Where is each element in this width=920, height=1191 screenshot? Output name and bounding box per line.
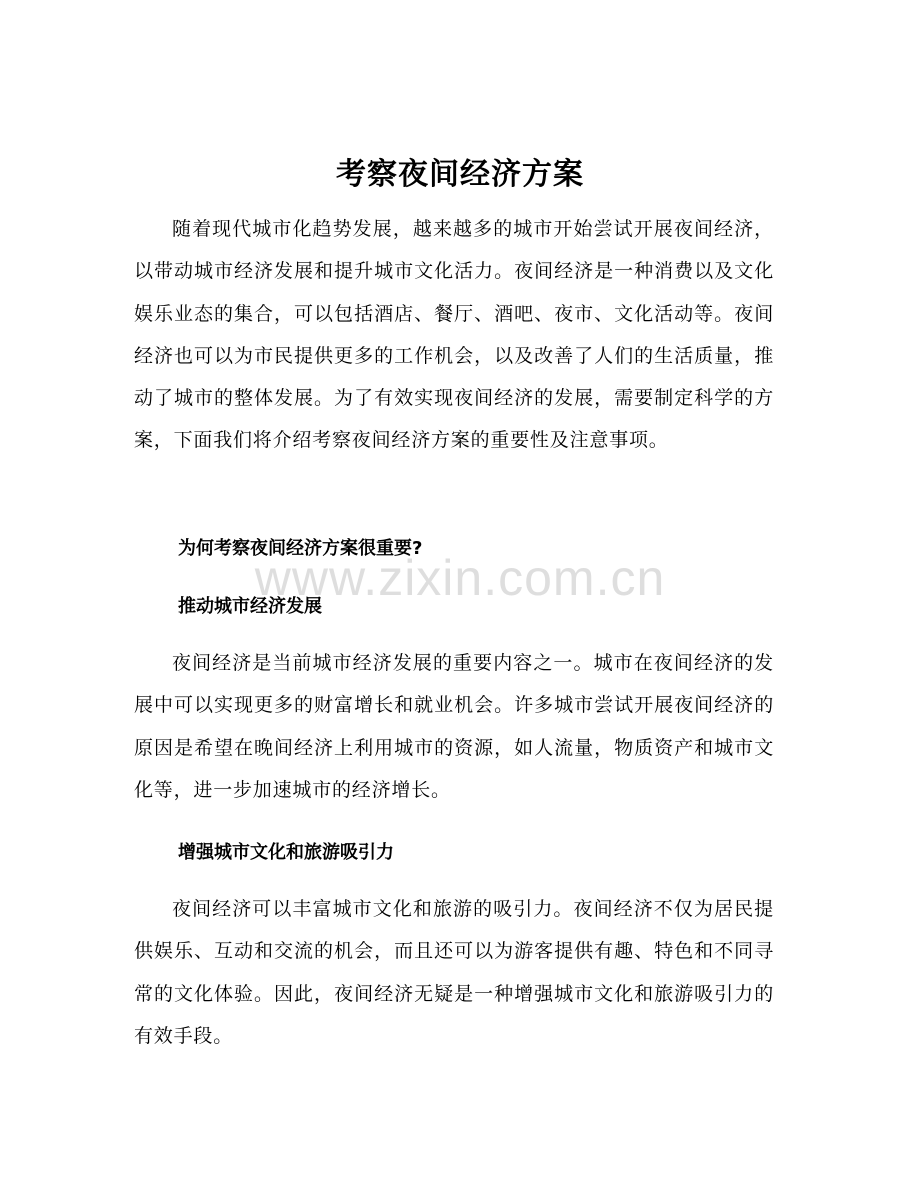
section-heading-culture: 增强城市文化和旅游吸引力 (178, 842, 394, 863)
section-paragraph-economy: 夜间经济是当前城市经济发展的重要内容之一。城市在夜间经济的发展中可以实现更多的财富增长和就业机会。许多城市尝试开展夜间经济的原因是希望在晚间经济上利用城市的资源，如人流量，物质资产和城市文化等，进一步加速城市的经济增长。 (134, 652, 774, 801)
section-paragraph-culture: 夜间经济可以丰富城市文化和旅游的吸引力。夜间经济不仅为居民提供娱乐、互动和交流的机会，而且还可以为游客提供有趣、特色和不同寻常的文化体验。因此，夜间经济无疑是一种增强城市文化和旅游吸引力的有效手段。 (134, 898, 774, 1047)
watermark: www.zixin.com.cn (254, 550, 666, 606)
section-heading-economy: 推动城市经济发展 (178, 596, 322, 617)
intro-paragraph: 随着现代城市化趋势发展，越来越多的城市开始尝试开展夜间经济，以带动城市经济发展和提升城市文化活力。夜间经济是一种消费以及文化娱乐业态的集合，可以包括酒店、餐厅、酒吧、夜市、文化活动等。夜间经济也可以为市民提供更多的工作机会，以及改善了人们的生活质量，推动了城市的整体发展。为了有效实现夜间经济的发展，需要制定科学的方案，下面我们将介绍考察夜间经济方案的重要性及注意事项。 (134, 218, 774, 452)
document-title: 考察夜间经济方案 (336, 157, 584, 192)
question-heading: 为何考察夜间经济方案很重要? (178, 538, 423, 559)
